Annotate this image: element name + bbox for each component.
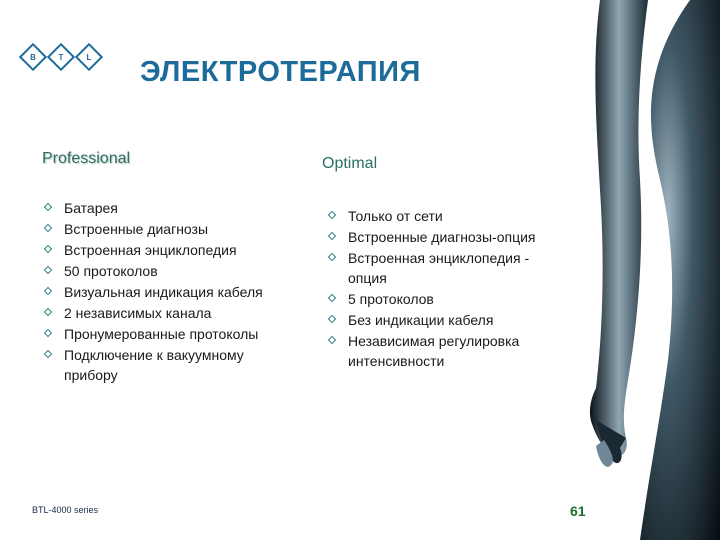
optimal-list [328, 206, 568, 372]
diamond-bullet-icon [44, 308, 52, 316]
list-item [44, 240, 294, 260]
logo-letter-l: L [86, 53, 92, 62]
list-item-text: Пронумерованные протоколы [64, 326, 259, 342]
list-item-text: Встроенная энциклопедия - опция [348, 250, 530, 286]
list-item-text: Батарея [64, 200, 118, 216]
diamond-bullet-icon [44, 203, 52, 211]
list-item [328, 227, 568, 247]
list-item [328, 248, 568, 288]
diamond-bullet-icon [328, 253, 336, 261]
professional-list [44, 198, 294, 386]
list-item [328, 331, 568, 371]
list-item [44, 261, 294, 281]
diamond-bullet-icon [328, 336, 336, 344]
diamond-bullet-icon [328, 211, 336, 219]
list-item-text: Только от сети [348, 208, 443, 224]
btl-logo [18, 40, 104, 80]
diamond-bullet-icon [44, 350, 52, 358]
list-item-text: Встроенная энциклопедия [64, 242, 237, 258]
list-item [44, 345, 294, 385]
logo-letter-t: T [58, 53, 64, 62]
list-item [44, 198, 294, 218]
list-item-text: 50 протоколов [64, 263, 158, 279]
list-item [328, 206, 568, 226]
optimal-heading: Optimal [322, 155, 378, 172]
diamond-bullet-icon [44, 266, 52, 274]
footer-series: BTL-4000 series [32, 505, 99, 515]
professional-heading: Professional [42, 150, 131, 167]
slide-title: ЭЛЕКТРОТЕРАПИЯ [140, 56, 421, 88]
list-item-text: Встроенные диагнозы [64, 221, 209, 237]
diamond-bullet-icon [328, 315, 336, 323]
list-item-text: Подключение к вакуумному прибору [64, 347, 244, 383]
diamond-bullet-icon [44, 287, 52, 295]
diamond-bullet-icon [44, 245, 52, 253]
list-item [44, 219, 294, 239]
list-item-text: Независимая регулировка интенсивности [348, 333, 520, 369]
list-item [44, 282, 294, 302]
diamond-bullet-icon [44, 329, 52, 337]
diamond-bullet-icon [328, 232, 336, 240]
list-item [44, 303, 294, 323]
diamond-bullet-icon [328, 294, 336, 302]
list-item-text: Без индикации кабеля [348, 312, 494, 328]
list-item [44, 324, 294, 344]
logo-letter-b: B [30, 53, 36, 62]
list-item-text: 2 независимых канала [64, 305, 212, 321]
list-item-text: Визуальная индикация кабеля [64, 284, 263, 300]
list-item-text: Встроенные диагнозы-опция [348, 229, 536, 245]
list-item [328, 310, 568, 330]
list-item [328, 289, 568, 309]
diamond-bullet-icon [44, 224, 52, 232]
page-number: 61 [570, 503, 586, 519]
list-item-text: 5 протоколов [348, 291, 434, 307]
